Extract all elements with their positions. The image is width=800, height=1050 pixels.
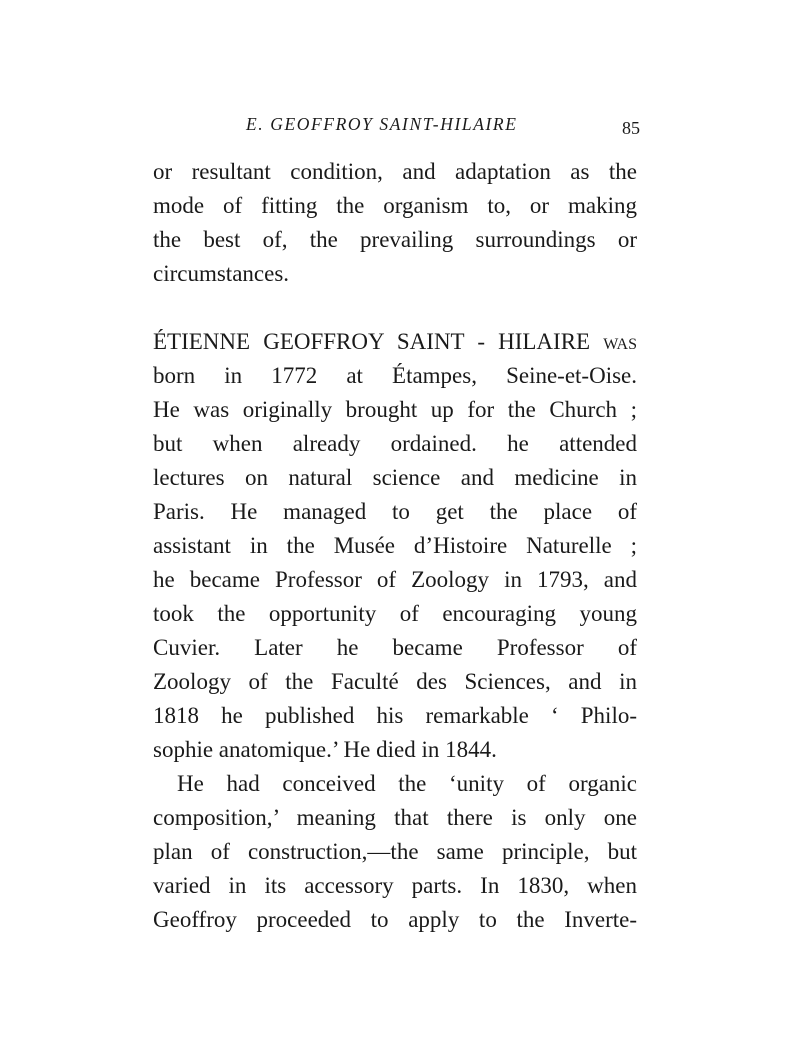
text-line: sophie anatomique.’ He died in 1844. [153,737,497,762]
text-line: Geoffroy proceeded to apply to the Inverte- [153,907,637,932]
running-title: E. GEOFFROY SAINT-HILAIRE [246,114,518,134]
text-line: mode of fitting the organism to, or making [153,193,637,218]
text-line: Paris. He managed to get the place of [153,499,637,524]
page-number: 85 [622,118,640,138]
text-line: lectures on natural science and medicine in [153,465,637,490]
text-line: Zoology of the Faculté des Sciences, and in [153,669,637,694]
paragraph-gap [153,291,637,325]
text-line: born in 1772 at Étampes, Seine-et-Oise. [153,363,637,388]
text-line: He was originally brought up for the Church ; [153,397,637,422]
text-line: took the opportunity of encouraging young [153,601,637,626]
paragraph-2 [153,325,637,767]
paragraph-1 [153,155,637,291]
text-line: 1818 he published his remarkable ‘ Philo- [153,703,637,728]
paragraph-3 [153,767,637,937]
running-head [150,110,640,140]
text-line: he became Professor of Zoology in 1793, and [153,567,637,592]
body-text [153,155,637,937]
text-line: ÉTIENNE GEOFFROY SAINT - HILAIRE was [153,329,637,354]
text-line: circumstances. [153,261,290,286]
text-line: assistant in the Musée d’Histoire Naturelle ; [153,533,637,558]
text-line: plan of construction,—the same principle, but [153,839,637,864]
text-line: composition,’ meaning that there is only one [153,805,637,830]
text-line: varied in its accessory parts. In 1830, when [153,873,637,898]
text-line: He had conceived the ‘unity of organic [177,771,637,796]
text-line: or resultant condition, and adaptation as the [153,159,637,184]
text-line: the best of, the prevailing surroundings or [153,227,637,252]
text-line: Cuvier. Later he became Professor of [153,635,637,660]
text-line: but when already ordained. he attended [153,431,637,456]
